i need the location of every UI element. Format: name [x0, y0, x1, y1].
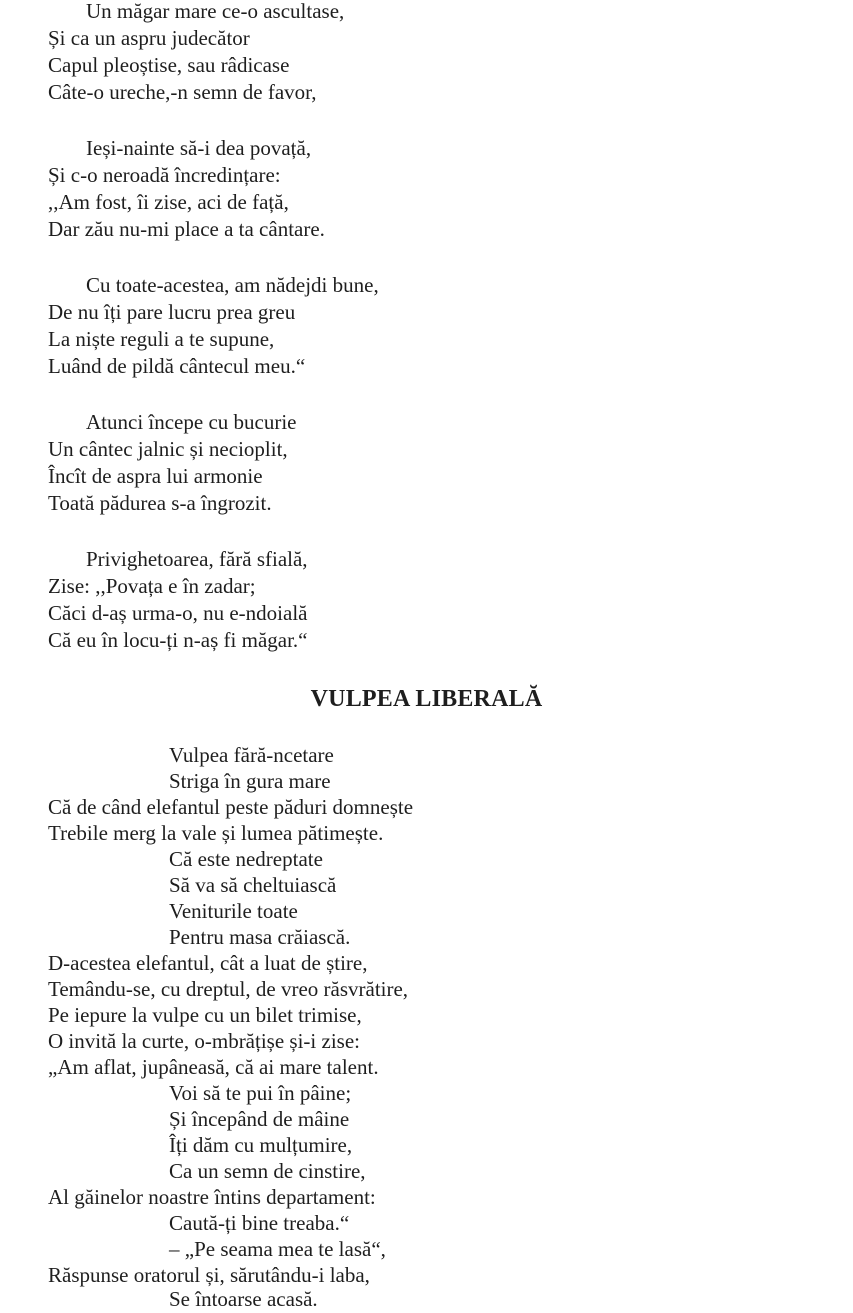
poem-line: Ieși-nainte să-i dea povață, — [86, 136, 312, 160]
poem-line: O invită la curte, o-mbrățișe și-i zise: — [48, 1029, 360, 1053]
poem-line: Luând de pildă cântecul meu.“ — [48, 354, 306, 378]
poem-line: „Am aflat, jupâneasă, că ai mare talent. — [48, 1055, 379, 1079]
poem-line: Și c-o neroadă încredințare: — [48, 163, 281, 187]
poem-line: Trebile merg la vale și lumea pătimește. — [48, 821, 384, 845]
poem-line: Al găinelor noastre întins departament: — [48, 1185, 376, 1209]
poem-line: Un cântec jalnic și necioplit, — [48, 437, 288, 461]
poem-line: Dar zău nu-mi place a ta cântare. — [48, 217, 325, 241]
poem-line: Că de când elefantul peste păduri domnește — [48, 795, 414, 819]
poem-line: Voi să te pui în pâine; — [169, 1081, 352, 1105]
poem-line: Și ca un aspru judecător — [48, 26, 250, 50]
poem-line: Că este nedreptate — [169, 847, 323, 871]
poem-line: Temându-se, cu dreptul, de vreo răsvrătire, — [48, 977, 409, 1001]
poem-line: Un măgar mare ce-o ascultase, — [86, 0, 345, 23]
poem-line: Cu toate-acestea, am nădejdi bune, — [86, 273, 379, 297]
poem-line: Zise: ,,Povața e în zadar; — [48, 574, 256, 598]
poem-line: ,,Am fost, îi zise, aci de față, — [48, 190, 289, 214]
poem-line: Se întoarse acasă. — [169, 1287, 318, 1311]
poem-line: Și începând de mâine — [169, 1107, 350, 1131]
poem-line: Căci d-aș urma-o, nu e-ndoială — [48, 601, 308, 625]
poem-line: Răspunse oratorul și, sărutându-i laba, — [48, 1263, 370, 1287]
poem-line: Capul pleoștise, sau râdicase — [48, 53, 290, 77]
poem-line: Îți dăm cu mulțumire, — [169, 1133, 353, 1157]
poem-line: D-acestea elefantul, cât a luat de știre, — [48, 951, 368, 975]
poem-line: Privighetoarea, fără sfială, — [86, 547, 308, 571]
poem-line: Câte-o ureche,-n semn de favor, — [48, 80, 317, 104]
poem-line: Toată pădurea s-a îngrozit. — [48, 491, 272, 515]
poem-title: VULPEA LIBERALĂ — [310, 686, 543, 712]
poem-line: Veniturile toate — [169, 899, 298, 923]
poem-line: Încît de aspra lui armonie — [48, 464, 263, 488]
poem-line: Caută-ți bine treaba.“ — [169, 1211, 350, 1235]
poem-line: Că eu în locu-ți n-aș fi măgar.“ — [48, 628, 308, 652]
poem-line: Striga în gura mare — [169, 769, 331, 793]
poem-line: – „Pe seama mea te lasă“, — [169, 1237, 386, 1261]
poem-line: La niște reguli a te supune, — [48, 327, 275, 351]
poem-line: De nu îți pare lucru prea greu — [48, 300, 296, 324]
poem-line: Pentru masa crăiască. — [169, 925, 351, 949]
poem-line: Pe iepure la vulpe cu un bilet trimise, — [48, 1003, 362, 1027]
poem-line: Vulpea fără-ncetare — [169, 743, 334, 767]
poem-line: Să va să cheltuiască — [169, 873, 337, 897]
poem-line: Atunci începe cu bucurie — [86, 410, 297, 434]
poem-line: Ca un semn de cinstire, — [169, 1159, 366, 1183]
